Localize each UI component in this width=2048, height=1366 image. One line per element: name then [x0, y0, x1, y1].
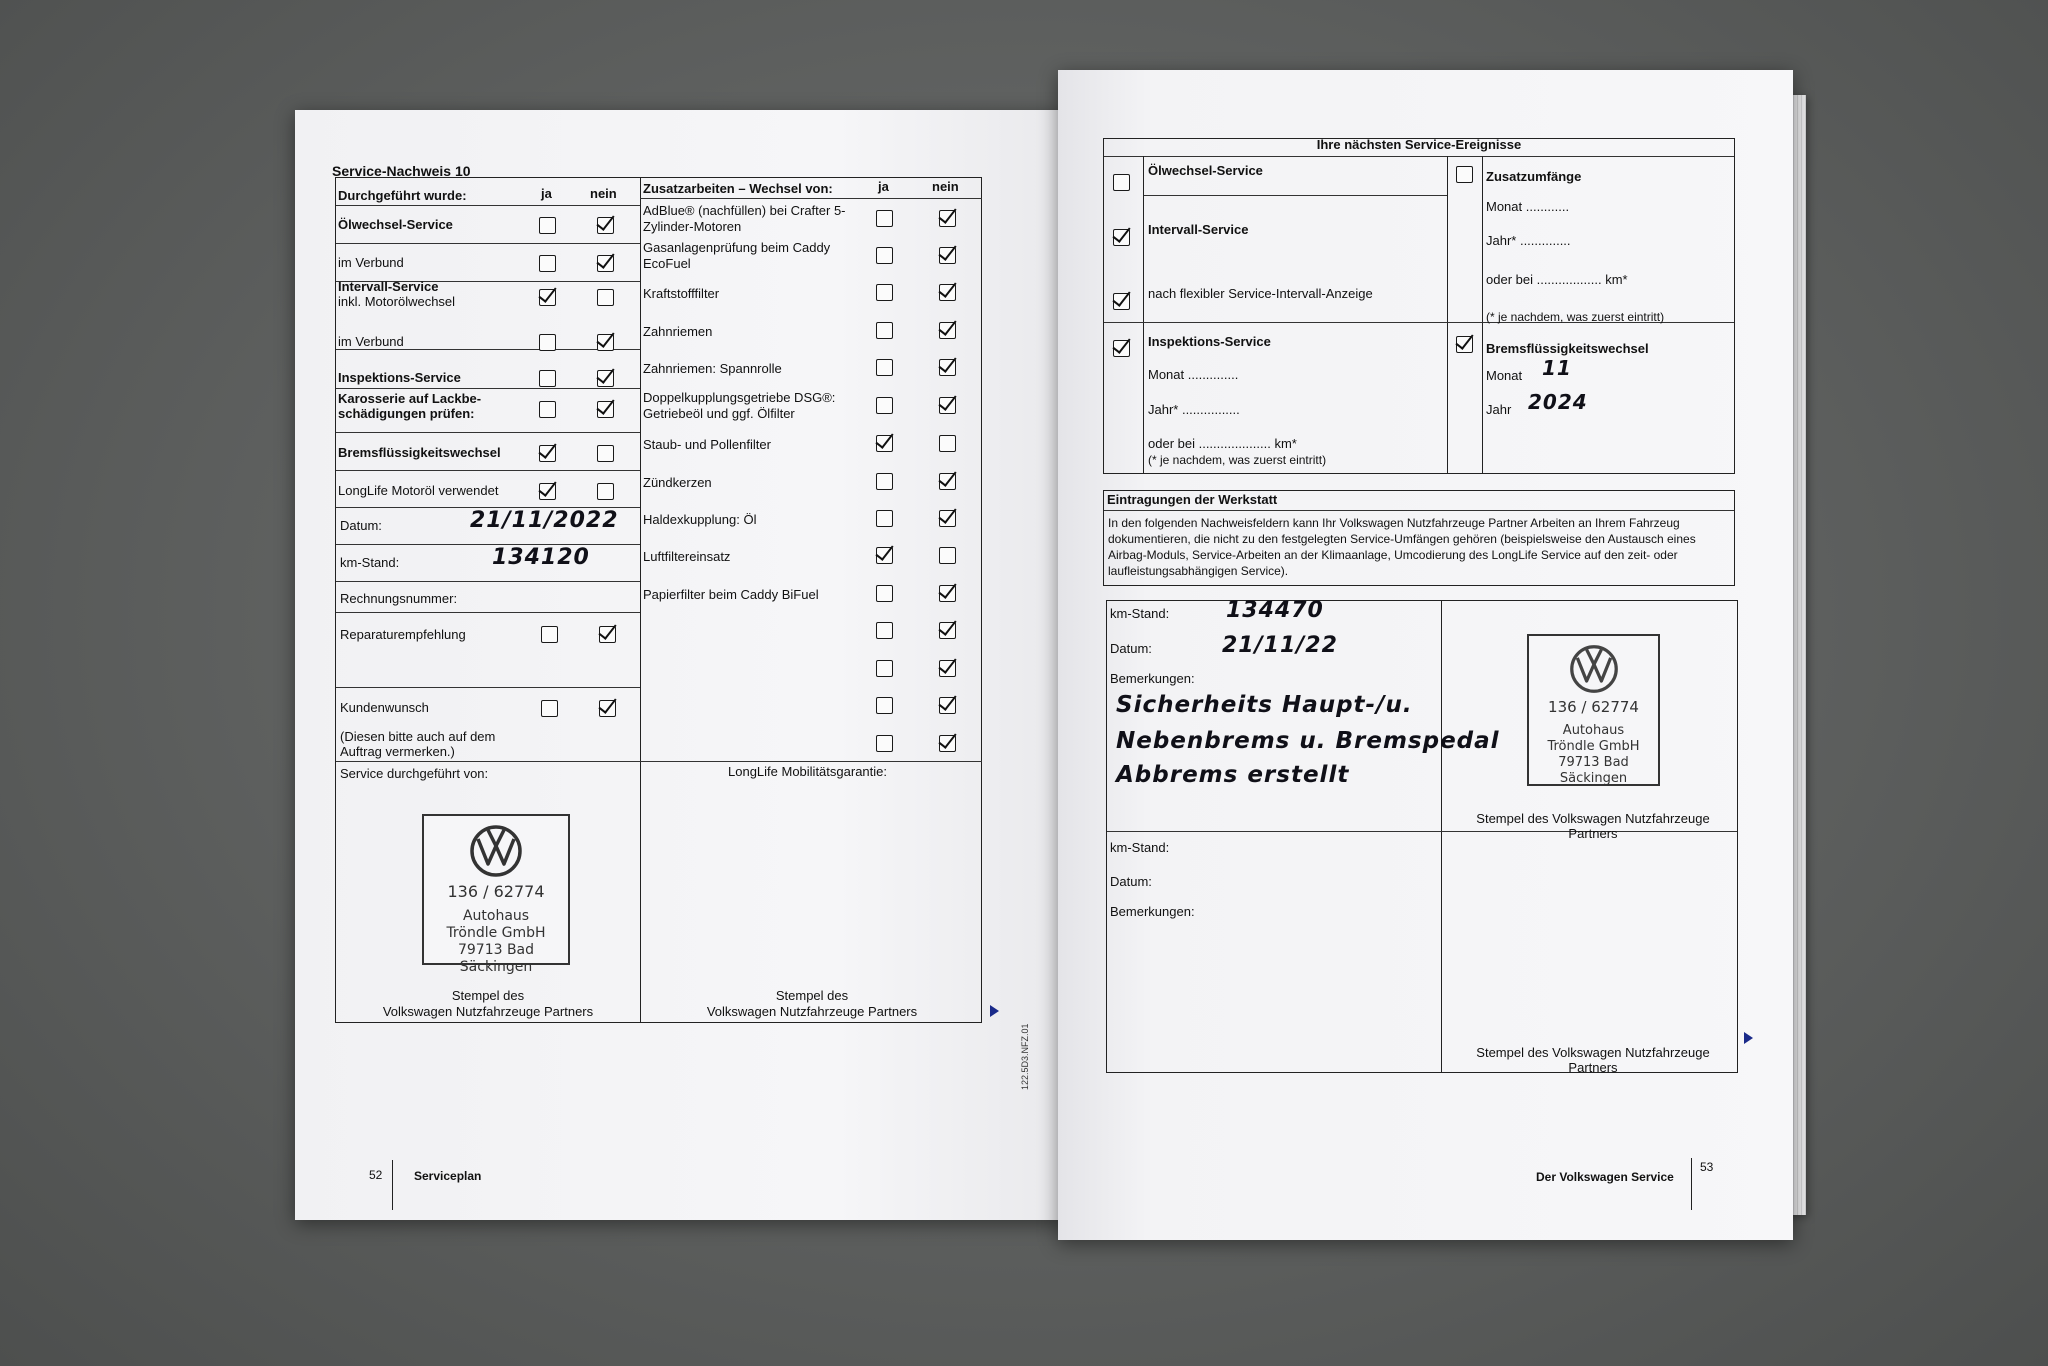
- col2-nein-checkbox[interactable]: [939, 510, 956, 527]
- eintragungen-title: Eintragungen der Werkstatt: [1107, 492, 1278, 507]
- col2-ja-checkbox[interactable]: [876, 510, 893, 527]
- col1-nein-header: nein: [590, 186, 617, 201]
- col2-nein-checkbox[interactable]: [939, 697, 956, 714]
- row-rule: [336, 612, 640, 613]
- reparatur-nein-checkbox[interactable]: [599, 626, 616, 643]
- side-code: 122.5D3.NFZ.01: [1020, 1023, 1030, 1090]
- rechnung-label: Rechnungsnummer:: [340, 591, 458, 606]
- entry2-stempel-label: Stempel des Volkswagen Nutzfahrzeuge Partners: [1476, 1045, 1710, 1075]
- header-rule: [1104, 510, 1734, 511]
- dealer-stamp-left: [422, 814, 570, 975]
- col1-ja-checkbox[interactable]: [539, 289, 556, 306]
- col2-ja-checkbox[interactable]: [876, 585, 893, 602]
- stamp-line1: Autohaus: [1562, 723, 1625, 738]
- col2-row-label: Gasanlagenprüfung beim Caddy: [643, 240, 831, 255]
- stempel-label-2b: Volkswagen Nutzfahrzeuge Partners: [706, 1004, 918, 1019]
- col1-row-label: Bremsflüssigkeitswechsel: [338, 445, 501, 460]
- entry1-datum-value: 21/11/22: [1222, 633, 1338, 658]
- col2-nein-checkbox[interactable]: [939, 473, 956, 490]
- entry1-bemerkung-line2: Nebenbrems u. Bremspedal: [1116, 728, 1500, 754]
- oelwechsel-label: Ölwechsel-Service: [1148, 163, 1263, 178]
- col2-row-label: Papierfilter beim Caddy BiFuel: [643, 587, 819, 602]
- col2-row-label: Doppelkupplungsgetriebe DSG®:: [643, 390, 836, 405]
- zusatz-oderbei: oder bei .................. km*: [1486, 272, 1628, 287]
- mobilitaet-label: LongLife Mobilitätsgarantie:: [728, 764, 887, 779]
- footer-section-right: Der Volkswagen Service: [1536, 1170, 1674, 1184]
- flexibel-label: nach flexibler Service-Intervall-Anzeige: [1148, 286, 1373, 301]
- page-number-right: 53: [1700, 1160, 1714, 1174]
- reparatur-ja-checkbox[interactable]: [541, 626, 558, 643]
- next-page-arrow-icon: [990, 1005, 999, 1017]
- stamp-line1: Autohaus: [462, 908, 530, 924]
- col1-ja-header: ja: [541, 186, 552, 201]
- service-durchgefuehrt-label: Service durchgeführt von:: [340, 766, 489, 781]
- datum-label: Datum:: [340, 518, 382, 533]
- kundenwunsch-nein-checkbox[interactable]: [599, 700, 616, 717]
- col1-ja-checkbox[interactable]: [539, 370, 556, 387]
- entry1-km-label: km-Stand:: [1110, 606, 1170, 621]
- col1-nein-checkbox[interactable]: [597, 217, 614, 234]
- check-column-divider: [1482, 156, 1483, 474]
- row-rule: [336, 544, 640, 545]
- stamp-number: 136 / 62774: [447, 882, 545, 901]
- intervall-checkbox[interactable]: [1113, 229, 1130, 246]
- col2-row-label: Staub- und Pollenfilter: [643, 437, 771, 452]
- footer-divider: [1691, 1158, 1692, 1210]
- col1-row-label: Karosserie auf Lackbe-: [338, 391, 482, 406]
- footer-section-left: Serviceplan: [414, 1169, 482, 1183]
- row-rule: [336, 687, 640, 688]
- col1-row-sublabel: schädigungen prüfen:: [338, 406, 475, 421]
- page-number-left: 52: [369, 1168, 383, 1182]
- entry1-datum-label: Datum:: [1110, 641, 1152, 656]
- zusatz-monat: Monat ............: [1486, 199, 1570, 214]
- col1-row-label: im Verbund: [338, 334, 404, 349]
- column-divider: [1447, 156, 1448, 474]
- col2-ja-checkbox[interactable]: [876, 435, 893, 452]
- row-rule: [336, 388, 640, 389]
- col1-ja-checkbox[interactable]: [539, 401, 556, 418]
- stempel-label-1a: Stempel des: [451, 988, 525, 1003]
- row-rule: [336, 349, 640, 350]
- col2-ja-checkbox[interactable]: [876, 359, 893, 376]
- col2-row-label: Haldexkupplung: Öl: [643, 512, 757, 527]
- col1-nein-checkbox[interactable]: [597, 401, 614, 418]
- col1-row-label: Intervall-Service: [338, 279, 439, 294]
- col2-row-label: AdBlue® (nachfüllen) bei Crafter 5-: [643, 203, 846, 218]
- col1-nein-checkbox[interactable]: [597, 370, 614, 387]
- col1-row-label: Inspektions-Service: [338, 370, 461, 385]
- vw-logo-icon: [1569, 644, 1619, 694]
- inspektion-monat: Monat ..............: [1148, 367, 1239, 382]
- col2-nein-checkbox[interactable]: [939, 284, 956, 301]
- oelwechsel-checkbox[interactable]: [1113, 174, 1130, 191]
- col1-nein-checkbox[interactable]: [597, 289, 614, 306]
- col2-nein-checkbox[interactable]: [939, 359, 956, 376]
- reparatur-label: Reparaturempfehlung: [340, 627, 466, 642]
- header-rule: [1104, 156, 1734, 157]
- inspektion-checkbox[interactable]: [1113, 340, 1130, 357]
- col2-header: Zusatzarbeiten – Wechsel von:: [643, 181, 833, 196]
- col2-ja-checkbox[interactable]: [876, 473, 893, 490]
- col2-row-sublabel: Zylinder-Motoren: [643, 219, 742, 234]
- col1-nein-checkbox[interactable]: [597, 445, 614, 462]
- brems-monat-label: Monat: [1486, 368, 1523, 383]
- col2-ja-checkbox[interactable]: [876, 247, 893, 264]
- dealer-stamp-right: [1527, 634, 1660, 786]
- col2-nein-checkbox[interactable]: [939, 210, 956, 227]
- col1-nein-checkbox[interactable]: [597, 483, 614, 500]
- kundenwunsch-note-1: (Diesen bitte auch auf dem: [340, 729, 496, 744]
- kundenwunsch-ja-checkbox[interactable]: [541, 700, 558, 717]
- col2-nein-checkbox[interactable]: [939, 622, 956, 639]
- row-rule: [336, 470, 640, 471]
- header-rule: [336, 205, 640, 206]
- table-divider: [640, 177, 641, 1023]
- row-rule: [336, 243, 640, 244]
- next-service-table: [1103, 138, 1735, 474]
- col2-nein-checkbox[interactable]: [939, 585, 956, 602]
- entries-divider: [1441, 600, 1442, 1073]
- header-rule: [640, 198, 982, 199]
- col2-ja-checkbox[interactable]: [876, 735, 893, 752]
- col2-ja-header: ja: [878, 179, 889, 194]
- col2-nein-checkbox[interactable]: [939, 435, 956, 452]
- col2-row-label: Zündkerzen: [643, 475, 712, 490]
- inspektion-oderbei: oder bei .................... km*: [1148, 436, 1297, 451]
- entry2-km-label: km-Stand:: [1110, 840, 1170, 855]
- vw-logo-icon: [469, 824, 523, 878]
- col1-row-label: im Verbund: [338, 255, 404, 270]
- col1-row-sublabel: inkl. Motorölwechsel: [338, 294, 456, 309]
- col2-ja-checkbox[interactable]: [876, 397, 893, 414]
- col2-ja-checkbox[interactable]: [876, 547, 893, 564]
- entry1-stempel-label: Stempel des Volkswagen Nutzfahrzeuge Partners: [1476, 811, 1710, 841]
- inspektion-je-nachdem: (* je nachdem, was zuerst eintritt): [1148, 453, 1327, 467]
- col2-row-label: Luftfiltereinsatz: [643, 549, 731, 564]
- stamp-number: 136 / 62774: [1548, 698, 1639, 716]
- inspektion-jahr: Jahr* ................: [1148, 402, 1240, 417]
- col1-nein-checkbox[interactable]: [597, 255, 614, 272]
- col2-ja-checkbox[interactable]: [876, 322, 893, 339]
- row-rule: [1144, 195, 1447, 196]
- col2-ja-checkbox[interactable]: [876, 284, 893, 301]
- col2-row-sublabel: EcoFuel: [643, 256, 691, 271]
- col1-ja-checkbox[interactable]: [539, 217, 556, 234]
- section-rule: [336, 761, 982, 762]
- col1-ja-checkbox[interactable]: [539, 334, 556, 351]
- col1-ja-checkbox[interactable]: [539, 445, 556, 462]
- col2-nein-checkbox[interactable]: [939, 547, 956, 564]
- col1-row-label: Ölwechsel-Service: [338, 217, 453, 232]
- col2-row-label: Zahnriemen: [643, 324, 713, 339]
- entry1-bemerkung-line1: Sicherheits Haupt-/u.: [1116, 692, 1413, 718]
- zusatz-label: Zusatzumfänge: [1486, 169, 1582, 184]
- footer-divider: [392, 1160, 393, 1210]
- entry1-bemerkung-line3: Abbrems erstellt: [1116, 762, 1350, 788]
- zusatz-checkbox[interactable]: [1456, 166, 1473, 183]
- stamp-line3: 79713 Bad Säckingen: [457, 942, 535, 975]
- brems-monat-value: 11: [1542, 356, 1572, 380]
- entry2-datum-label: Datum:: [1110, 874, 1152, 889]
- col1-ja-checkbox[interactable]: [539, 255, 556, 272]
- stamp-line3: 79713 Bad Säckingen: [1558, 755, 1629, 786]
- brems-jahr-value: 2024: [1528, 390, 1588, 414]
- inspektion-label: Inspektions-Service: [1148, 334, 1271, 349]
- kundenwunsch-note-2: Auftrag vermerken.): [340, 744, 455, 759]
- entry1-km-value: 134470: [1226, 598, 1324, 623]
- bremsfluessigkeit-label: Bremsflüssigkeitswechsel: [1486, 341, 1649, 356]
- bremsfluessigkeit-checkbox[interactable]: [1456, 336, 1473, 353]
- km-value: 134120: [492, 545, 590, 570]
- col1-nein-checkbox[interactable]: [597, 334, 614, 351]
- col2-nein-checkbox[interactable]: [939, 397, 956, 414]
- stempel-label-2a: Stempel des: [775, 988, 849, 1003]
- col2-nein-checkbox[interactable]: [939, 735, 956, 752]
- col2-ja-checkbox[interactable]: [876, 622, 893, 639]
- stamp-line2: Tröndle GmbH: [446, 925, 546, 941]
- datum-value: 21/11/2022: [470, 508, 619, 533]
- service-nachweis-title: Service-Nachweis 10: [332, 163, 471, 179]
- row-rule: [336, 581, 640, 582]
- col2-ja-checkbox[interactable]: [876, 697, 893, 714]
- col2-nein-checkbox[interactable]: [939, 660, 956, 677]
- intervall-label: Intervall-Service: [1148, 222, 1249, 237]
- next-service-header: Ihre nächsten Service-Ereignisse: [1316, 137, 1522, 152]
- stamp-line2: Tröndle GmbH: [1547, 739, 1640, 754]
- stempel-label-1b: Volkswagen Nutzfahrzeuge Partners: [382, 1004, 594, 1019]
- col2-ja-checkbox[interactable]: [876, 660, 893, 677]
- next-page-arrow-icon: [1744, 1032, 1753, 1044]
- zusatz-jahr: Jahr* ..............: [1486, 233, 1571, 248]
- km-label: km-Stand:: [340, 555, 400, 570]
- col2-nein-header: nein: [932, 179, 959, 194]
- col1-ja-checkbox[interactable]: [539, 483, 556, 500]
- col2-row-sublabel: Getriebeöl und ggf. Ölfilter: [643, 406, 795, 421]
- kundenwunsch-label: Kundenwunsch: [340, 700, 429, 715]
- col1-row-label: LongLife Motoröl verwendet: [338, 483, 499, 498]
- eintragungen-text: In den folgenden Nachweisfeldern kann Ihr Volkswagen Nutzfahrzeuge Partner Arbeiten an Ihrem Fahrzeug dokumentieren, die nicht zu den festgelegten Service-Umfängen gehören (beispielsweise den Austausch eines Airbag-Moduls, Service-Arbeiten an der Klimaanlage, Umcodierung des LongLife Service auf den zeit- oder laufleistungsabhängigen Service).: [1108, 516, 1696, 578]
- col2-row-label: Zahnriemen: Spannrolle: [643, 361, 782, 376]
- brems-jahr-label: Jahr: [1486, 402, 1512, 417]
- col2-nein-checkbox[interactable]: [939, 247, 956, 264]
- check-column-divider: [1143, 156, 1144, 474]
- col2-nein-checkbox[interactable]: [939, 322, 956, 339]
- col1-header: Durchgeführt wurde:: [338, 188, 467, 203]
- entry2-bemerkungen-label: Bemerkungen:: [1110, 904, 1195, 919]
- flexibel-checkbox[interactable]: [1113, 293, 1130, 310]
- col2-ja-checkbox[interactable]: [876, 210, 893, 227]
- row-rule: [336, 432, 640, 433]
- col2-row-label: Kraftstofffilter: [643, 286, 720, 301]
- entry1-bemerkungen-label: Bemerkungen:: [1110, 671, 1195, 686]
- zusatz-je-nachdem: (* je nachdem, was zuerst eintritt): [1486, 310, 1665, 324]
